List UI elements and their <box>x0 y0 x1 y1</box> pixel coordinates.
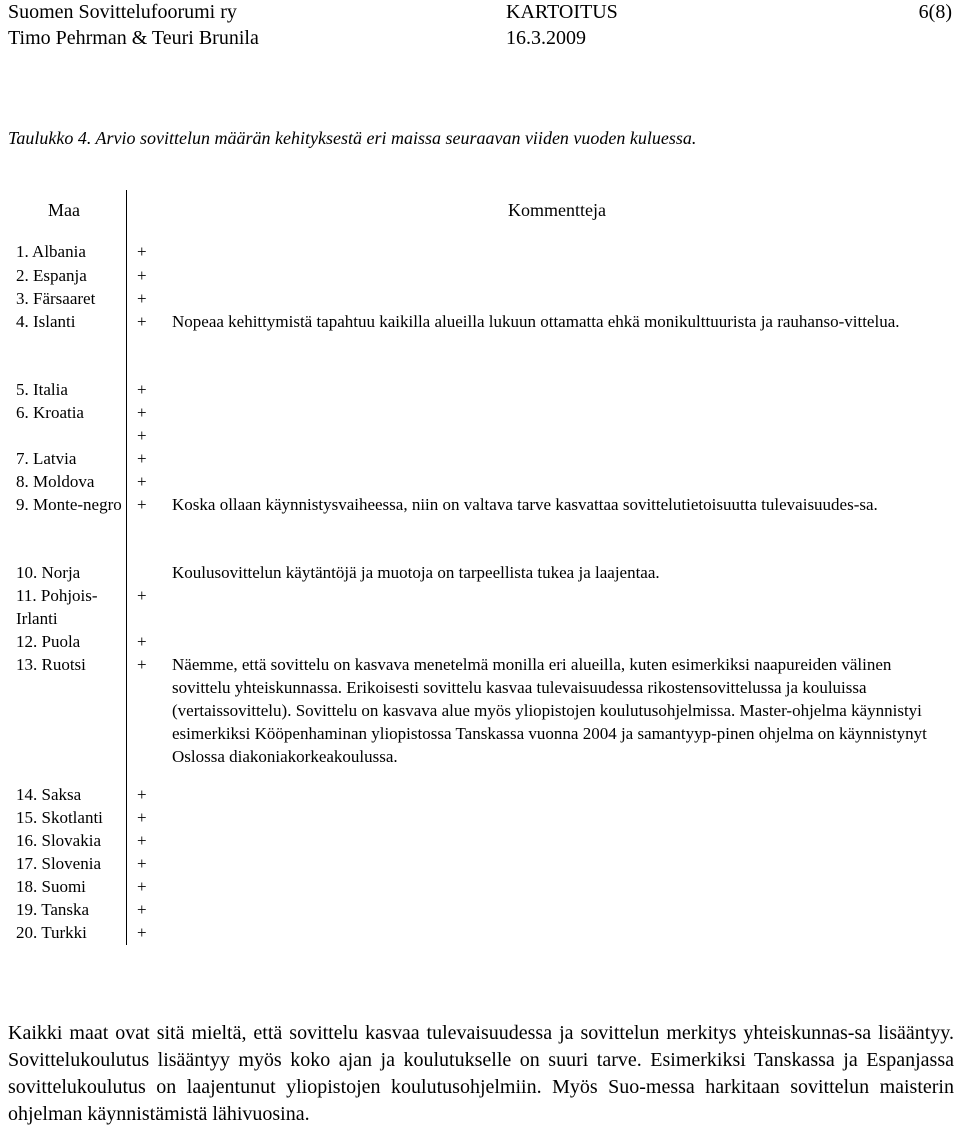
country-cell: 3. Färsaaret <box>16 289 96 308</box>
table-divider <box>126 190 127 945</box>
estimate-mark: + <box>137 854 147 873</box>
estimate-mark: + <box>137 380 147 399</box>
estimate-mark: + <box>137 785 147 804</box>
column-header-comments: Kommentteja <box>508 200 606 220</box>
header-date: 16.3.2009 <box>506 27 586 49</box>
country-cell: 15. Skotlanti <box>16 808 103 827</box>
comment-cell: Koska ollaan käynnistysvaiheessa, niin on valtava tarve kasvattaa sovittelutietoisuutta tulevaisuudes-sa. <box>172 495 878 514</box>
estimate-mark: + <box>137 289 147 308</box>
estimate-mark: + <box>137 808 147 827</box>
table-caption: Taulukko 4. Arvio sovittelun määrän kehityksestä eri maissa seuraavan viiden vuoden kuluessa. <box>8 128 697 148</box>
estimate-mark: + <box>137 877 147 896</box>
country-cell: 7. Latvia <box>16 449 77 468</box>
header-page-number: 6(8) <box>918 1 952 23</box>
country-cell: 6. Kroatia <box>16 403 84 422</box>
country-cell: 18. Suomi <box>16 877 86 896</box>
estimate-mark: + <box>137 403 147 422</box>
comment-cell: Nopeaa kehittymistä tapahtuu kaikilla alueilla lukuun ottamatta ehkä monikulttuurista ja rauhanso-vittelua. <box>172 312 900 331</box>
country-cell: 12. Puola <box>16 632 81 651</box>
country-cell: 2. Espanja <box>16 266 87 285</box>
country-cell: 1. Albania <box>16 242 86 261</box>
country-cell: 17. Slovenia <box>16 854 101 873</box>
country-cell: 20. Turkki <box>16 923 87 942</box>
estimate-mark: + <box>137 632 147 651</box>
page-header <box>0 0 960 56</box>
estimate-mark: + <box>137 472 147 491</box>
estimate-mark: + <box>137 923 147 942</box>
estimate-mark: + <box>137 655 147 674</box>
summary-paragraph: Kaikki maat ovat sitä mieltä, että sovittelu kasvaa tulevaisuudessa ja sovittelun merkitys yhteiskunnas-sa lisääntyy. Sovittelukoulutus lisääntyy myös koko ajan ja koulutukselle on suuri tarve. Esimerkiksi Tanskassa ja Espanjassa sovittelukoulutus on laajentunut yliopistojen koulutusohjelmiin. Myös Suo-messa harkitaan sovittelun maisterin ohjelman käynnistämistä lähivuosina. <box>8 1022 954 1125</box>
column-header-country: Maa <box>48 200 80 220</box>
estimate-mark: + <box>137 242 147 261</box>
estimate-mark: + <box>137 495 147 514</box>
estimate-mark: + <box>137 586 147 605</box>
estimate-mark: + <box>137 312 147 331</box>
country-cell: 4. Islanti <box>16 312 76 331</box>
country-cell: 16. Slovakia <box>16 831 101 850</box>
country-cell: 11. Pohjois-Irlanti <box>16 586 98 628</box>
country-cell: 8. Moldova <box>16 472 95 491</box>
header-doc-type: KARTOITUS <box>506 1 618 23</box>
header-authors: Timo Pehrman & Teuri Brunila <box>8 27 259 49</box>
estimate-mark: + <box>137 266 147 285</box>
country-cell: 5. Italia <box>16 380 68 399</box>
comment-cell: Näemme, että sovittelu on kasvava menetelmä monilla eri alueilla, kuten esimerkiksi naapureiden välinen sovittelu yhteiskunnassa. Erikoisesti sovittelu kasvaa tulevaisuudessa rikostensovittelussa ja kouluissa (vertaissovittelu). Sovittelu on kasvava alue myös yliopistojen koulutusohjelmissa. Master-ohjelma käynnistyi esimerkiksi Kööpenhaminan yliopistossa Tanskassa vuonna 2004 ja samantyyp-pinen ohjelma on käynnistynyt Oslossa diakoniakorkeakoulussa. <box>172 655 927 766</box>
estimate-mark: + <box>137 900 147 919</box>
estimate-mark: + <box>137 449 147 468</box>
estimate-mark: + <box>137 831 147 850</box>
country-cell: 19. Tanska <box>16 900 90 919</box>
country-cell: 10. Norja <box>16 563 81 582</box>
header-org: Suomen Sovittelufoorumi ry <box>8 1 237 23</box>
country-cell: 14. Saksa <box>16 785 82 804</box>
country-cell: 13. Ruotsi <box>16 655 86 674</box>
country-cell: 9. Monte-negro <box>16 495 122 514</box>
estimate-mark: + <box>137 426 147 445</box>
comment-cell: Koulusovittelun käytäntöjä ja muotoja on tarpeellista tukea ja laajentaa. <box>172 563 660 582</box>
